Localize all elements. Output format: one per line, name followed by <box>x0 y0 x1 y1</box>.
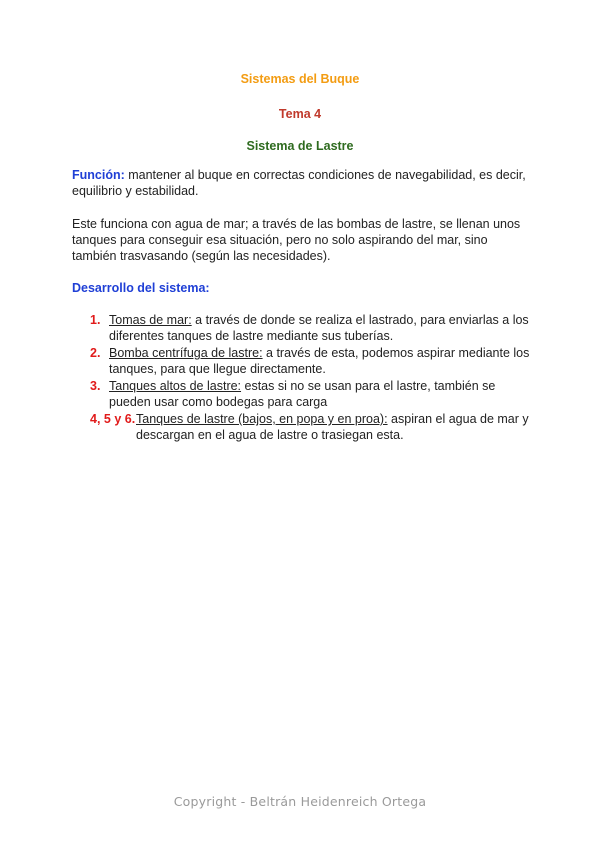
list-item <box>72 345 532 377</box>
list-item-term: Tanques de lastre (bajos, en popa y en proa): <box>136 412 388 426</box>
copyright-footer: Copyright - Beltrán Heidenreich Ortega <box>173 794 427 809</box>
list-item-term: Bomba centrífuga de lastre: <box>109 346 263 360</box>
components-list <box>72 312 532 444</box>
list-item-number: 4, 5 y 6. <box>90 412 136 426</box>
desarrollo-title: Desarrollo del sistema: <box>72 281 210 295</box>
list-item-text: a través de donde se realiza el lastrado, para enviarlas a los diferentes tanques de lastre mediante sus tuberías. <box>109 313 529 343</box>
series-title: Sistemas del Buque <box>240 72 360 86</box>
list-item-text: estas si no se usan para el lastre, también se pueden usar como bodegas para carga <box>109 379 496 409</box>
funcion-text: mantener al buque en correctas condiciones de navegabilidad, es decir, equilibrio y estabilidad. <box>72 168 526 198</box>
list-item-body <box>72 345 532 377</box>
list-item-body <box>72 411 532 443</box>
section-title: Sistema de Lastre <box>246 139 354 153</box>
list-item-body <box>72 378 532 410</box>
list-item-body <box>72 312 532 344</box>
description-paragraph: Este funciona con agua de mar; a través de las bombas de lastre, se llenan unos tanques para conseguir esa situación, pero no solo aspirando del mar, sino también trasvasando (según las necesidades). <box>72 217 521 263</box>
list-item-text: a través de esta, podemos aspirar mediante los tanques, para que llegue directamente. <box>109 346 530 376</box>
list-item <box>72 312 532 344</box>
funcion-label: Función: <box>72 168 125 182</box>
funcion-paragraph <box>72 167 532 199</box>
list-item-term: Tomas de mar: <box>109 313 192 327</box>
list-item-number: 3. <box>90 379 101 393</box>
list-item-number: 2. <box>90 346 101 360</box>
list-item-term: Tanques altos de lastre: <box>109 379 242 393</box>
list-item <box>72 378 532 410</box>
list-item-number: 1. <box>90 313 101 327</box>
list-item-text: aspiran el agua de mar y descargan en el agua de lastre o trasiegan esta. <box>136 412 529 442</box>
topic-number: Tema 4 <box>278 107 322 121</box>
list-item <box>72 411 532 443</box>
